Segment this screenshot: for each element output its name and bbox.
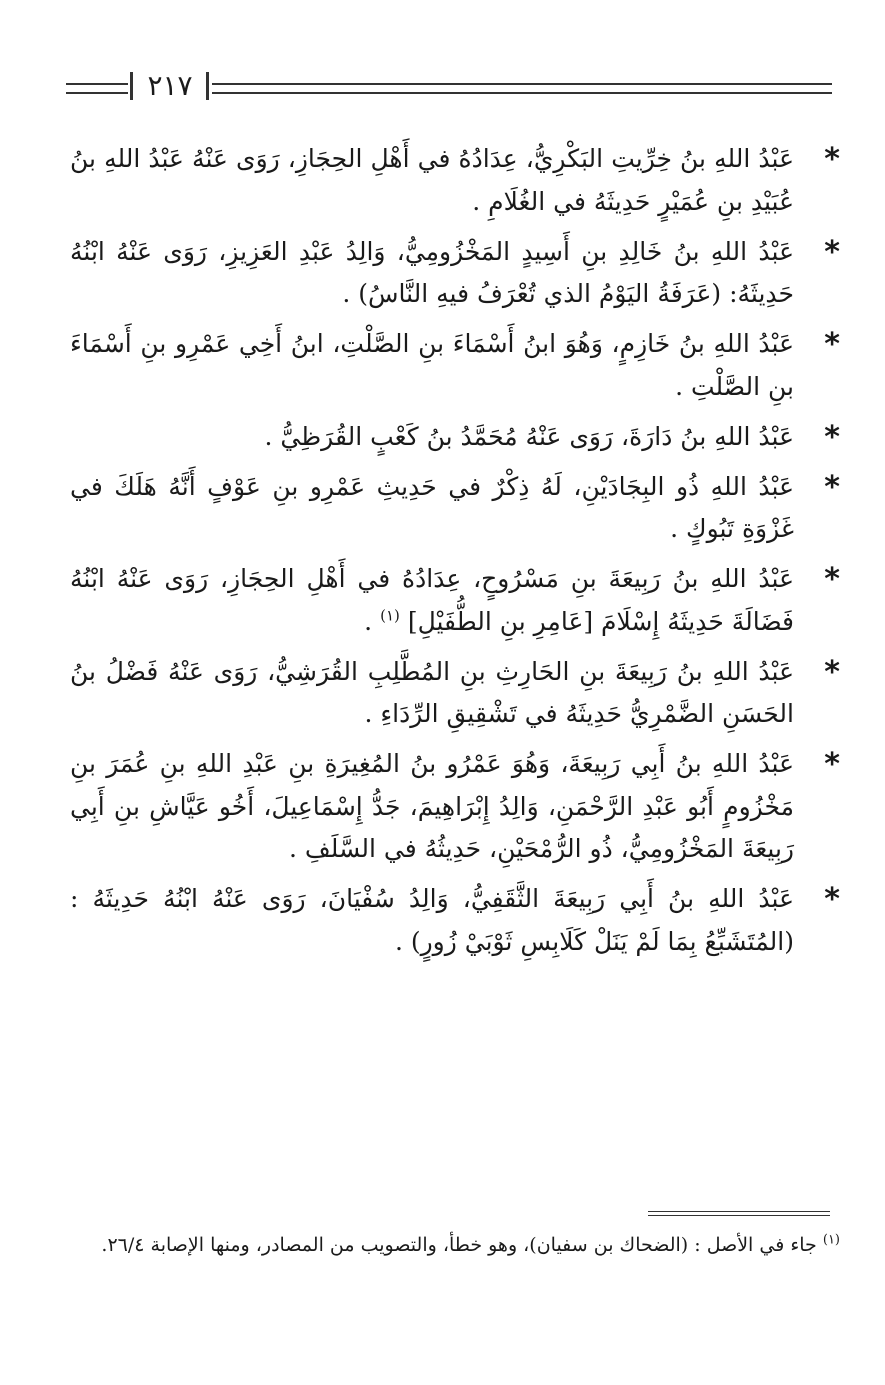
page-header (66, 66, 832, 106)
entry-text: عَبْدُ اللهِ بنُ أَبِي رَبِيعَةَ الثَّقَفِيُّ، وَالِدُ سُفْيَانَ، رَوَى عَنْهُ ابْنُهُ حَدِيثَهُ : (المُتَشَبِّعُ بِمَا لَمْ يَنَلْ كَلَابِسِ ثَوْبَيْ زُورٍ) . (70, 884, 794, 956)
entry-text: عَبْدُ اللهِ بنُ أَبِي رَبِيعَةَ، وَهُوَ عَمْرُو بنُ المُغِيرَةِ بنِ عَبْدِ اللهِ بنِ عُمَرَ بنِ مَخْزُومٍ أَبُو عَبْدِ الرَّحْمَنِ، وَالِدُ إِبْرَاهِيمَ، جَدُّ إِسْمَاعِيلَ، أَخُو عَيَّاشِ بنِ أَبِي رَبِيعَةَ المَخْزُومِيُّ، ذُو الرُّمْحَيْنِ، حَدِيثُهُ في السَّلَفِ . (70, 749, 794, 863)
entry-text: عَبْدُ اللهِ بنُ رَبِيعَةَ بنِ الحَارِثِ بنِ المُطَّلِبِ القُرَشِيُّ، رَوَى عَنْهُ فَضْلُ بنُ الحَسَنِ الضَّمْرِيُّ حَدِيثَهُ في تَشْقِيقِ الرِّدَاءِ . (70, 656, 794, 728)
entries-list (70, 138, 840, 971)
header-divider-left (130, 72, 133, 100)
entry-text: عَبْدُ اللهِ ذُو البِجَادَيْنِ، لَهُ ذِكْرٌ في حَدِيثِ عَمْرِو بنِ عَوْفٍ أَنَّهُ هَلَكَ في غَزْوَةِ تَبُوكٍ . (70, 471, 794, 543)
entry-marker: * (824, 327, 840, 362)
header-divider-right (206, 72, 209, 100)
entry-text-end: . (364, 606, 381, 636)
entry (70, 878, 840, 963)
entry (70, 138, 840, 223)
entry-marker: * (824, 562, 840, 597)
entry (70, 466, 840, 551)
footnote-text: جاء في الأصل : (الضحاك بن سفيان)، وهو خطأ، والتصويب من المصادر، ومنها الإصابة ٢٦/٤. (101, 1234, 817, 1256)
entry-marker: * (824, 654, 840, 690)
entry (70, 651, 840, 736)
footnote-reference[interactable]: (١) (380, 606, 400, 625)
entry-marker: * (824, 234, 840, 270)
entry (70, 416, 840, 459)
footnote (70, 1229, 840, 1262)
footnote-separator (648, 1211, 830, 1216)
header-rule-left (66, 83, 128, 94)
entry-marker: * (824, 419, 840, 455)
entry-marker: * (824, 469, 840, 505)
entry-text (70, 558, 794, 643)
page-number: ٢١٧ (147, 69, 193, 102)
entry-marker: * (824, 747, 840, 782)
entry-text-main: عَبْدُ اللهِ بنُ رَبِيعَةَ بنِ مَسْرُوحٍ، عِدَادُهُ في أَهْلِ الحِجَازِ، رَوَى عَنْهُ ابْنُهُ فَضَالَةَ حَدِيثَهُ إِسْلَامَ [عَامِرِ بنِ الطُّفَيْلِ] (70, 564, 794, 636)
entry-marker: * (824, 142, 840, 177)
entry-text: عَبْدُ اللهِ بنُ دَارَةَ، رَوَى عَنْهُ مُحَمَّدُ بنُ كَعْبٍ القُرَظِيُّ . (264, 421, 794, 451)
entry-text: عَبْدُ اللهِ بنُ خَازِمٍ، وَهُوَ ابنُ أَسْمَاءَ بنِ الصَّلْتِ، ابنُ أَخِي عَمْرِو بنِ أَسْمَاءَ بنِ الصَّلْتِ . (70, 329, 794, 401)
entry (70, 231, 840, 316)
entry-text: عَبْدُ اللهِ بنُ خَالِدِ بنِ أَسِيدٍ المَخْزُومِيُّ، وَالِدُ عَبْدِ العَزِيزِ، رَوَى عَنْهُ ابْنُهُ حَدِيثَهُ: (عَرَفَةُ اليَوْمُ الذي تُعْرَفُ فيهِ النَّاسُ) . (70, 236, 794, 308)
entry-marker: * (824, 882, 840, 917)
header-rule-right (212, 83, 832, 94)
entry (70, 743, 840, 871)
entry-text: عَبْدُ اللهِ بنُ خِرِّيتِ البَكْرِيُّ، عِدَادُهُ في أَهْلِ الحِجَازِ، رَوَى عَنْهُ عَبْدُ اللهِ بنُ عُبَيْدِ بنِ عُمَيْرٍ حَدِيثَهُ في الغُلَامِ . (70, 144, 794, 216)
entry (70, 558, 840, 643)
entry (70, 323, 840, 408)
footnote-marker: (١) (822, 1232, 840, 1248)
